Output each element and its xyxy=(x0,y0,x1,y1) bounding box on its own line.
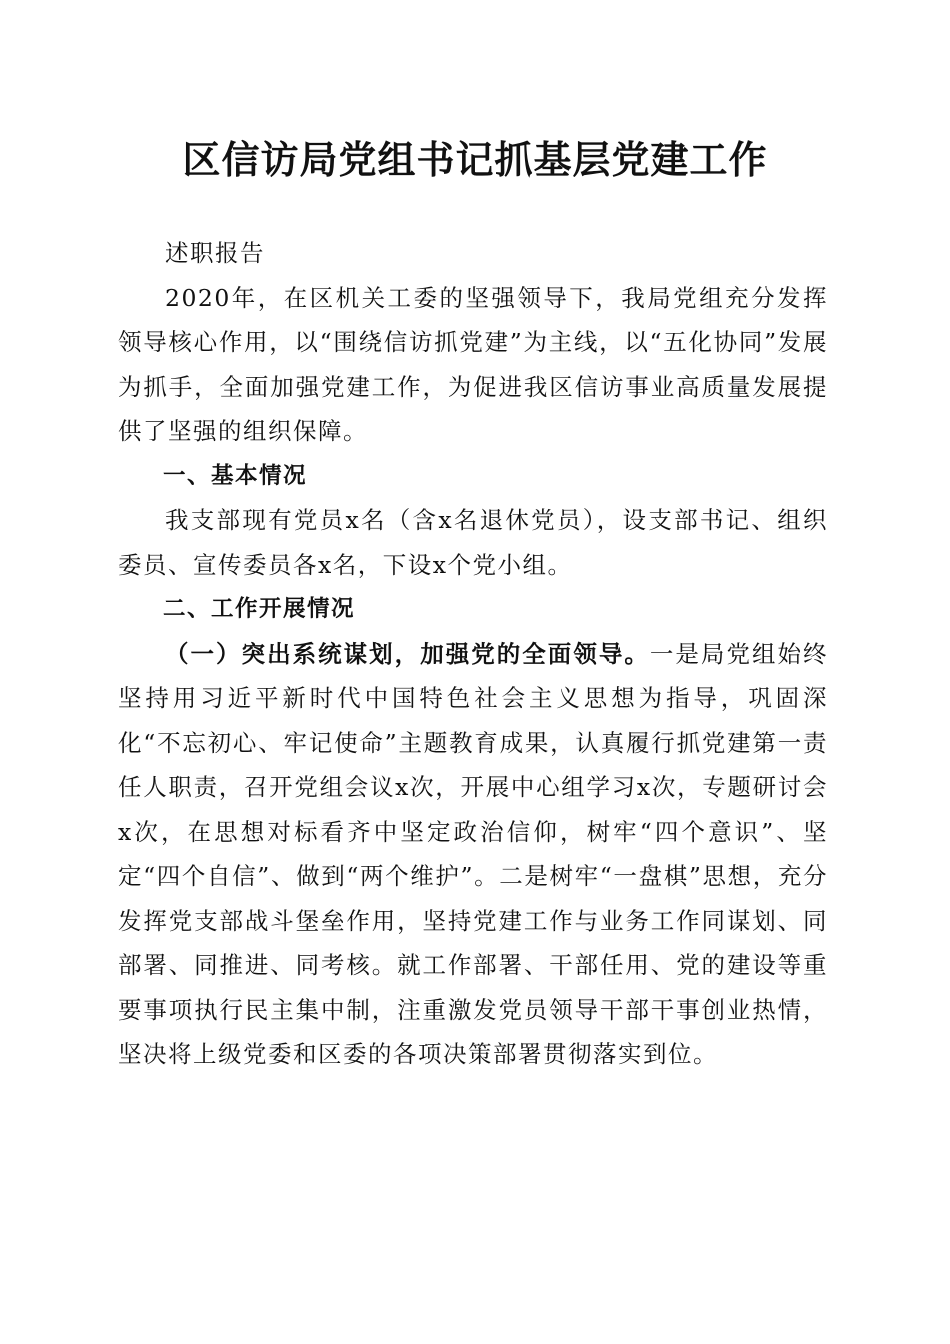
document-title: 区信访局党组书记抓基层党建工作 xyxy=(182,137,768,182)
document-subtitle: 述职报告 xyxy=(165,239,265,267)
subsection-text: 一是局党组始终坚持用习近平新时代中国特色社会主义思想为指导，巩固深化“不忘初心、牢记使命”主题教育成果，认真履行抓党建第一责任人职责，召开党组会议x次，开展中心组学习x次，专题研讨会x次，在思想对标看齐中坚定政治信仰，树牢“四个意识”、坚定“四个自信”、做到“两个维护”。二是树牢“一盘棋”思想，充分发挥党支部战斗堡垒作用，坚持党建工作与业务工作同谋划、同部署、同推进、同考核。就工作部署、干部任用、党的建设等重要事项执行民主集中制，注重激发党员领导干部干事创业热情，坚决将上级党委和区委的各项决策部署贯彻落实到位。 xyxy=(118,639,829,1068)
document-body xyxy=(118,231,828,1077)
intro-paragraph: 2020年，在区机关工委的坚强领导下，我局党组充分发挥领导核心作用，以“围绕信访抓党建”为主线，以“五化协同”发展为抓手，全面加强党建工作，为促进我区信访事业高质量发展提供了坚强的组织保障。 xyxy=(118,283,828,445)
section-heading-work-progress: 二、工作开展情况 xyxy=(163,596,356,622)
section-heading-basic-info: 一、基本情况 xyxy=(163,462,308,489)
subsection-heading: （一）突出系统谋划，加强党的全面领导。 xyxy=(165,639,650,668)
work-progress-paragraph xyxy=(118,632,828,1077)
basic-info-paragraph: 我支部现有党员x名（含x名退休党员），设支部书记、组织委员、宣传委员各x名，下设x个党小组。 xyxy=(118,506,828,579)
